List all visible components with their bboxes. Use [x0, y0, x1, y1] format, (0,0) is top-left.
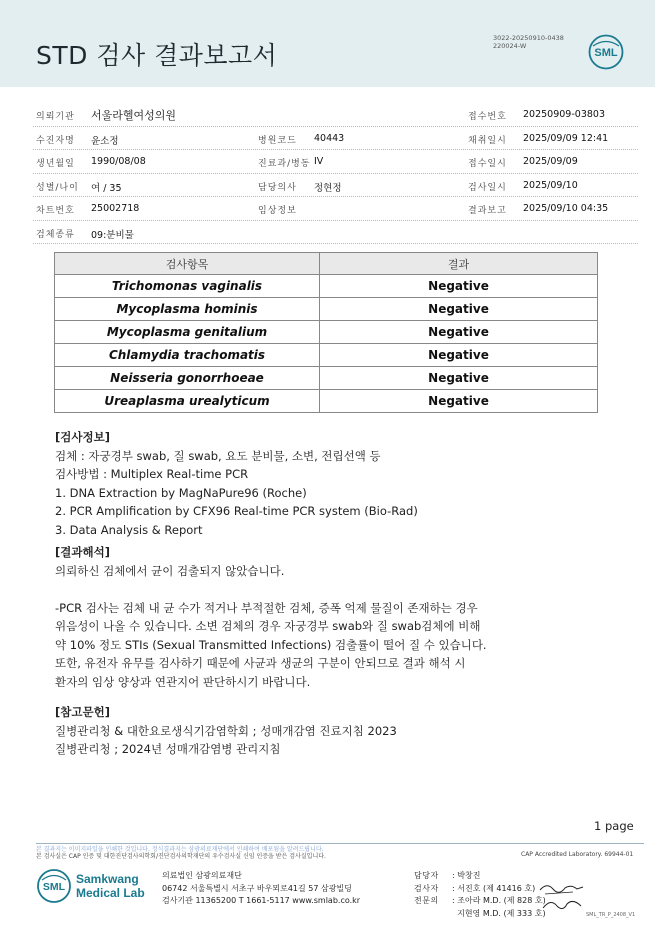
specimen-label: 검체종류 [36, 229, 75, 240]
staff-role: 담당자 [414, 871, 439, 880]
receipt-no-label: 접수번호 [468, 112, 507, 122]
tested-value: 2025/09/10 [523, 179, 578, 191]
staff-row: 담당자 : 박창진 [414, 870, 546, 883]
dob-label: 생년월일 [36, 159, 75, 169]
received-value: 2025/09/09 [523, 156, 578, 167]
test-result: Negative [320, 275, 598, 298]
staff-name: 박창진 [457, 871, 481, 880]
sml-logo-text: SML [594, 47, 618, 59]
staff-row: 전문의 : 조아라 M.D. (제 828 호) [414, 895, 546, 908]
test-info-line: 1. DNA Extraction by MagNaPure96 (Roche) [55, 485, 307, 500]
physician-label: 담당의사 [258, 182, 297, 193]
dept-label: 진료과/병동 [258, 159, 311, 169]
lab-contact: 검사기관 11365200 T 1661-5117 www.smlab.co.kr [162, 896, 361, 905]
signature-image [537, 880, 587, 916]
test-item: Mycoplasma hominis [55, 298, 320, 321]
logo-name-line1: Samkwang [76, 872, 139, 886]
test-result: Negative [320, 344, 598, 367]
info-row [33, 197, 638, 221]
patient-name-value: 윤소정 [91, 135, 119, 147]
report-header [0, 0, 655, 87]
dept-value: IV [314, 156, 324, 167]
document-code [493, 34, 564, 50]
lab-name: 의료법인 삼광의료재단 [162, 871, 242, 880]
column-header-result: 결과 [320, 253, 598, 275]
specimen-value: 09:분비물 [91, 229, 134, 241]
institution-label: 의뢰기관 [36, 112, 75, 122]
samkwang-logo [36, 866, 148, 906]
receipt-no-value: 20250909-03803 [523, 109, 606, 120]
chart-no-value: 25002718 [91, 203, 140, 214]
table-row [55, 344, 598, 367]
results-table [54, 252, 598, 413]
form-code: SML_TR_P_2408_V1 [586, 912, 636, 918]
lab-info [162, 870, 360, 908]
interpretation-line: 약 10% 정도 STIs (Sexual Transmitted Infections) 검출률이 떨어 질 수 있습니다. [55, 637, 487, 652]
test-item: Ureaplasma urealyticum [55, 390, 320, 413]
info-row [33, 127, 638, 151]
sex-age-label: 성별/나이 [36, 182, 79, 193]
test-info-line: 검체 : 자궁경부 swab, 질 swab, 요도 분비물, 소변, 전립선액 등 [55, 448, 381, 463]
interpretation-line: 의뢰하신 검체에서 균이 검출되지 않았습니다. [55, 563, 285, 578]
interpretation-line: 환자의 임상 양상과 연관지어 판단하시기 바랍니다. [55, 674, 311, 689]
svg-text:SML: SML [42, 881, 66, 893]
info-row [33, 174, 638, 198]
reference-line: 질병관리청 & 대한요로생식기감염학회 ; 성매개감염 진료지침 2023 [55, 723, 397, 738]
column-header-item: 검사항목 [55, 253, 320, 275]
test-info-line: 2. PCR Amplification by CFX96 Real-time PCR system (Bio-Rad) [55, 504, 418, 518]
test-item: Mycoplasma genitalium [55, 321, 320, 344]
staff-role: 검사자 [414, 883, 439, 893]
test-item: Chlamydia trachomatis [55, 344, 320, 367]
received-label: 접수일시 [468, 159, 507, 169]
test-result: Negative [320, 298, 598, 321]
page-number: 1 page [594, 819, 634, 833]
interpretation-line: -PCR 검사는 검체 내 균 수가 적거나 부적절한 검체, 증폭 억제 물질이 존재하는 경우 [55, 600, 478, 615]
test-result: Negative [320, 321, 598, 344]
hospital-code-label: 병원코드 [258, 135, 297, 146]
accreditation-notice: 본 검사실은 CAP 인증 및 대한진단검사의학회/진단검사의학재단의 우수검사실 신임 인증을 받은 검사실입니다. [36, 853, 326, 860]
interpretation-section [55, 543, 487, 691]
test-item: Neisseria gonorrhoeae [55, 367, 320, 390]
cap-accreditation: CAP Accredited Laboratory. 69944-01 [521, 851, 634, 858]
footer-divider [36, 843, 644, 844]
physician-value: 정현정 [314, 182, 342, 194]
staff-row [414, 908, 546, 921]
tested-label: 검사일시 [468, 182, 507, 193]
patient-info-section [33, 103, 638, 244]
test-info-section [55, 428, 418, 539]
info-row [33, 103, 638, 127]
table-row [55, 275, 598, 298]
clinical-info-label: 임상정보 [258, 206, 297, 216]
test-result: Negative [320, 390, 598, 413]
test-item: Trichomonas vaginalis [55, 275, 320, 298]
reported-label: 결과보고 [468, 206, 507, 216]
test-info-line: 3. Data Analysis & Report [55, 522, 203, 537]
info-row [33, 221, 638, 245]
interpretation-line: 위음성이 나올 수 있습니다. 소변 검체의 경우 자궁경부 swab와 질 swab검체에 비해 [55, 619, 481, 633]
sex-age-value: 여 / 35 [91, 182, 122, 194]
table-row [55, 298, 598, 321]
table-row [55, 367, 598, 390]
staff-list [414, 870, 546, 920]
interpretation-title: [결과해석] [55, 545, 110, 559]
interpretation-line [55, 580, 487, 599]
collected-label: 채취일시 [468, 135, 507, 146]
institution-value: 서울라헬여성의원 [91, 109, 177, 122]
logo-name-line2: Medical Lab [76, 886, 145, 900]
reported-value: 2025/09/10 04:35 [523, 203, 609, 214]
results-header-row [55, 253, 598, 275]
test-result: Negative [320, 367, 598, 390]
table-row [55, 390, 598, 413]
references-section [55, 703, 397, 759]
table-row [55, 321, 598, 344]
staff-row: 검사자 : 서진호 (제 41416 호) [414, 883, 546, 896]
lab-address: 06742 서울특별시 서초구 바우뫼로41길 57 삼광빌딩 [162, 883, 352, 893]
collected-value: 2025/09/09 12:41 [523, 132, 609, 144]
chart-no-label: 차트번호 [36, 206, 75, 216]
staff-role: 전문의 [414, 896, 439, 905]
sml-logo [588, 34, 624, 70]
interpretation-line: 또한, 유전자 유무를 검사하기 때문에 사균과 생균의 구분이 안되므로 결과 해석 시 [55, 656, 466, 670]
staff-name: 서진호 (제 41416 호) [457, 883, 536, 893]
staff-name: 지현영 M.D. (제 333 호) [457, 908, 546, 918]
staff-name: 조아라 M.D. (제 828 호) [457, 896, 546, 905]
document-code-line2: 220024-W [493, 42, 527, 50]
report-title: STD 검사 결과보고서 [36, 41, 278, 70]
hospital-code-value: 40443 [314, 132, 345, 144]
references-title: [참고문헌] [55, 705, 110, 719]
document-code-line1: 3022-20250910-0438 [493, 34, 564, 42]
reference-line: 질병관리청 ; 2024년 성매개감염병 관리지침 [55, 742, 281, 756]
info-row [33, 150, 638, 174]
test-info-line: 검사방법 : Multiplex Real-time PCR [55, 467, 249, 481]
print-notice: 본 결과지는 이미지파일을 인쇄한 것입니다. 정식결과지는 삼광의료재단에서 인쇄하여 배포됨을 알려드립니다. [36, 846, 324, 853]
patient-name-label: 수진자명 [36, 135, 75, 146]
test-info-title: [검사정보] [55, 430, 110, 444]
dob-value: 1990/08/08 [91, 156, 146, 167]
